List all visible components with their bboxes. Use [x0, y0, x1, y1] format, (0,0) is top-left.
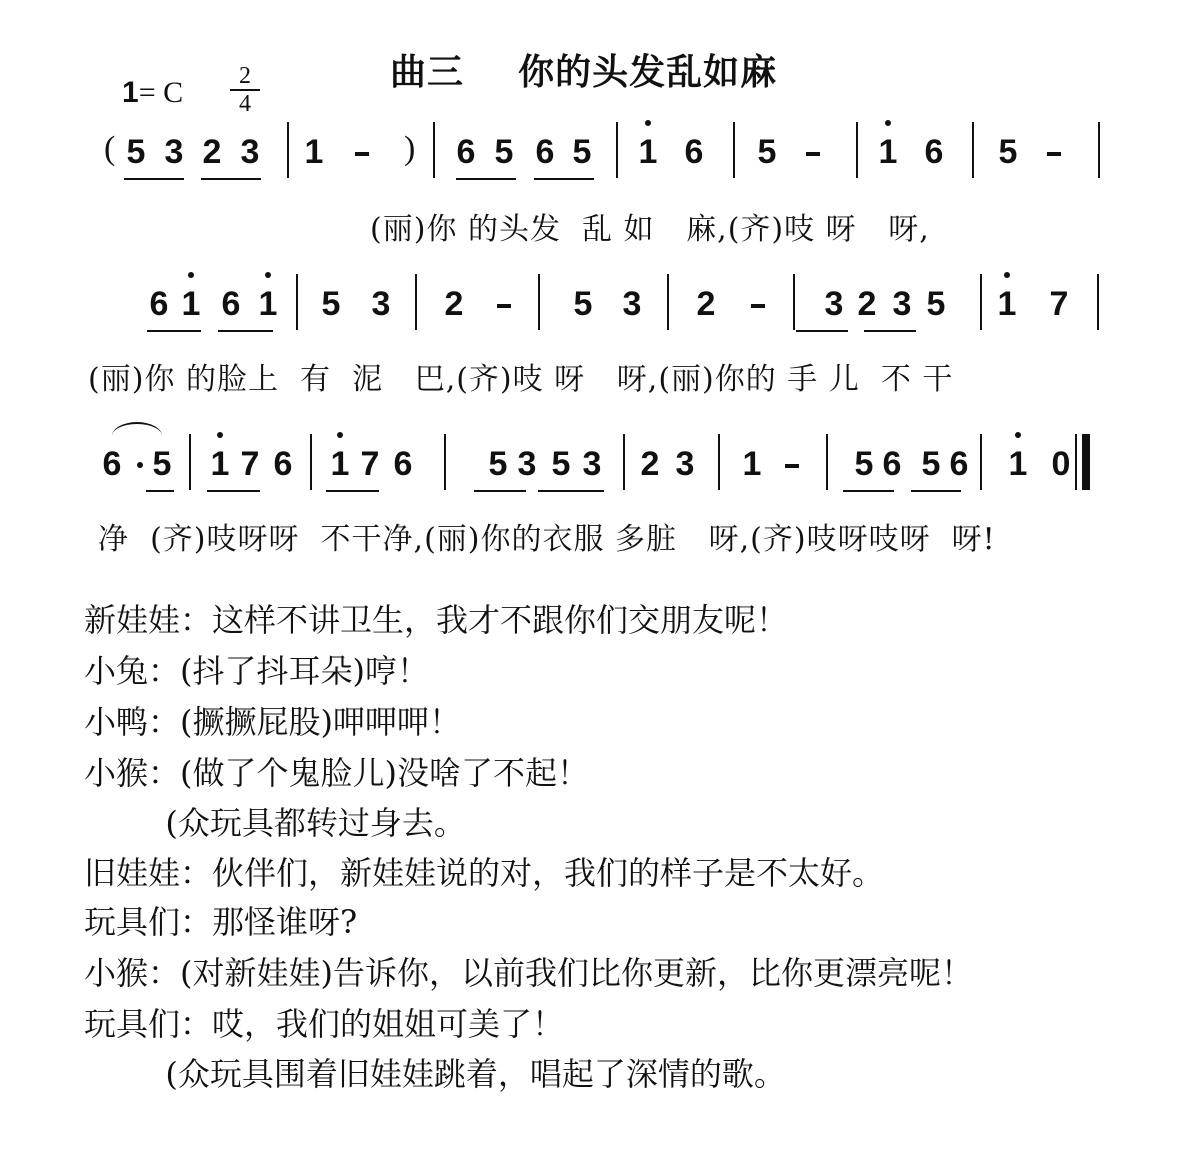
note: 1	[742, 445, 762, 483]
note: 6	[393, 445, 413, 483]
bar-line	[826, 434, 828, 490]
bar-line	[980, 274, 982, 330]
slur	[112, 422, 162, 436]
key-name: = C	[138, 76, 184, 109]
bar-line	[287, 122, 289, 178]
staff-line-3	[0, 434, 1177, 514]
note-high: 1	[179, 284, 203, 324]
bar-line	[623, 434, 625, 490]
bar-line	[793, 274, 795, 330]
dialogue-line: 玩具们：哎，我们的姐姐可美了！	[84, 1005, 565, 1043]
note: 0	[1051, 445, 1071, 483]
hold-dash	[806, 152, 820, 156]
note: 2	[857, 285, 877, 323]
note-high: 1	[328, 444, 352, 484]
bar-line	[1097, 274, 1099, 330]
bar-line	[433, 122, 435, 178]
note: 5	[854, 445, 874, 483]
note: 6	[149, 285, 169, 323]
eighth-beam	[207, 490, 260, 492]
note: 6	[273, 445, 293, 483]
bar-line	[718, 434, 720, 490]
dialogue-line: 新娃娃：这样不讲卫生，我才不跟你们交朋友呢！	[84, 601, 789, 639]
bar-line	[415, 274, 417, 330]
note: 6	[882, 445, 902, 483]
note: 3	[371, 285, 391, 323]
bar-line	[444, 434, 446, 490]
note: 6	[535, 133, 555, 171]
bar-line	[616, 122, 618, 178]
note: 7	[1049, 285, 1069, 323]
note-high: 1	[1006, 444, 1030, 484]
eighth-beam	[146, 490, 174, 492]
eighth-beam	[124, 178, 184, 180]
eighth-beam	[218, 330, 273, 332]
bar-line	[733, 122, 735, 178]
eighth-beam	[534, 178, 594, 180]
note: 5	[998, 133, 1018, 171]
time-signature	[230, 64, 260, 116]
note: 3	[824, 285, 844, 323]
note: 6	[684, 133, 704, 171]
hold-dash	[751, 304, 765, 308]
time-numerator: 2	[230, 64, 260, 91]
eighth-beam	[201, 178, 261, 180]
note: 5	[573, 285, 593, 323]
hold-dash	[1047, 152, 1061, 156]
note: 6	[102, 445, 122, 483]
final-bar-thin	[1075, 434, 1077, 490]
bar-line	[310, 434, 312, 490]
staff-line-1	[0, 122, 1177, 202]
note: 5	[126, 133, 146, 171]
note-high: 1	[636, 132, 660, 172]
note: 2	[696, 285, 716, 323]
staff-line-2	[0, 274, 1177, 354]
stage-direction: (众玩具都转过身去。	[84, 804, 466, 842]
note: 5	[926, 285, 946, 323]
note: 5	[921, 445, 941, 483]
bar-line	[856, 122, 858, 178]
eighth-beam	[864, 330, 916, 332]
note: 3	[892, 285, 912, 323]
key-tonic: 1	[122, 76, 139, 109]
note: 5	[757, 133, 777, 171]
dialogue-line: 小猴：(做了个鬼脸儿)没啥了不起！	[84, 754, 589, 792]
note: 2	[640, 445, 660, 483]
note-high: 1	[256, 284, 280, 324]
hold-dash	[785, 464, 799, 468]
note: 3	[164, 133, 184, 171]
key-signature	[122, 76, 183, 110]
note: 3	[240, 133, 260, 171]
note-high: 1	[876, 132, 900, 172]
note: 5	[152, 445, 172, 483]
song-title: 曲三 你的头发乱如麻	[390, 52, 778, 93]
note: 3	[517, 445, 537, 483]
note: 6	[456, 133, 476, 171]
bar-line	[980, 434, 982, 490]
note: 3	[622, 285, 642, 323]
eighth-beam	[326, 490, 379, 492]
high-octave-dot	[188, 272, 194, 278]
high-octave-dot	[217, 432, 223, 438]
eighth-beam	[474, 490, 526, 492]
note: 5	[572, 133, 592, 171]
bar-line	[972, 122, 974, 178]
dotted-note-dot	[137, 462, 143, 468]
note: 7	[360, 445, 380, 483]
eighth-beam	[843, 490, 894, 492]
eighth-beam	[911, 490, 961, 492]
note-high: 1	[208, 444, 232, 484]
eighth-beam	[538, 490, 604, 492]
eighth-beam	[147, 330, 201, 332]
hold-dash	[355, 152, 369, 156]
time-denominator: 4	[239, 91, 251, 117]
note: 6	[949, 445, 969, 483]
eighth-beam	[796, 330, 848, 332]
note: 1	[304, 133, 324, 171]
dialogue-line: 玩具们：那怪谁呀?	[84, 903, 358, 941]
hold-dash	[497, 304, 511, 308]
note-high: 1	[995, 284, 1019, 324]
note: 6	[221, 285, 241, 323]
lyrics-line-3: 净 (齐)吱呀呀 不干净,(丽)你的衣服 多脏 呀,(齐)吱呀吱呀 呀!	[98, 522, 996, 557]
bar-line	[296, 274, 298, 330]
high-octave-dot	[645, 120, 651, 126]
high-octave-dot	[885, 120, 891, 126]
note: 2	[202, 133, 222, 171]
eighth-beam	[456, 178, 516, 180]
dialogue-line: 小兔：(抖了抖耳朵)哼！	[84, 652, 429, 690]
dialogue-line: 小鸭：(撅撅屁股)呷呷呷！	[84, 703, 461, 741]
note: 6	[924, 133, 944, 171]
final-bar-thick	[1082, 434, 1090, 490]
high-octave-dot	[265, 272, 271, 278]
note: 3	[582, 445, 602, 483]
high-octave-dot	[1015, 432, 1021, 438]
note: 5	[494, 133, 514, 171]
bar-line	[538, 274, 540, 330]
bar-line	[667, 274, 669, 330]
dialogue-line: 旧娃娃：伙伴们，新娃娃说的对，我们的样子是不太好。	[84, 854, 885, 892]
note: 5	[321, 285, 341, 323]
note: 5	[551, 445, 571, 483]
high-octave-dot	[1004, 272, 1010, 278]
note: 3	[675, 445, 695, 483]
bar-line	[189, 434, 191, 490]
note: 5	[488, 445, 508, 483]
lyrics-line-1: (丽)你 的头发 乱 如 麻,(齐)吱 呀 呀,	[370, 212, 930, 247]
close-paren: )	[404, 130, 416, 167]
bar-line	[1098, 122, 1100, 178]
note: 2	[444, 285, 464, 323]
open-paren: (	[104, 130, 116, 167]
high-octave-dot	[337, 432, 343, 438]
lyrics-line-2: (丽)你 的脸上 有 泥 巴,(齐)吱 呀 呀,(丽)你的 手 儿 不 干	[88, 362, 954, 397]
note: 7	[240, 445, 260, 483]
stage-direction: (众玩具围着旧娃娃跳着，唱起了深情的歌。	[84, 1055, 786, 1093]
dialogue-line: 小猴：(对新娃娃)告诉你，以前我们比你更新，比你更漂亮呢！	[84, 954, 973, 992]
